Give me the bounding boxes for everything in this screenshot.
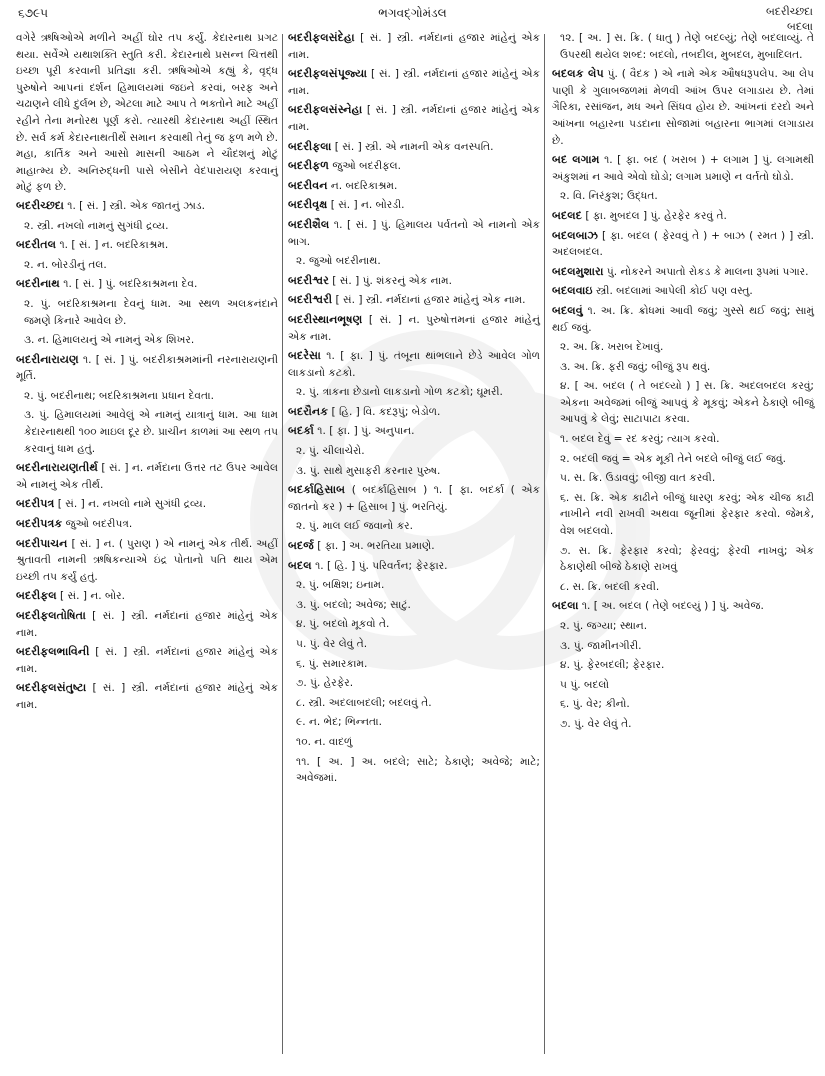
headword: બદરીફલ (16, 589, 57, 603)
definition: પું. ( વૈદક ) એ નામે એક ઔષધરૂપલેપ. આ લેપ પાણી કે ગુલાબજળમાં મેળવી આંખ ઉપર લગાડાય છે. તેમાં ગૈરિકા, રસાંજન, મધ અને સિંધવ હોય છે. આંખનાં દરદો અને આંખના બહારના પડદાના સોજામાં બહારના ભાગમાં લગાડાય છે. (552, 68, 814, 147)
headword: બદરીશ્વર (288, 273, 329, 287)
sense-line: ૧૧. [ અ. ] અ. બદલે; સાટે; ઠેકાણે; અવેજે; માટે; અવેજમાં. (296, 755, 540, 785)
sense-line: ૨. પું. બક્ષિશ; ઇનામ. (296, 579, 385, 592)
headword: બદરીપત્ર (16, 497, 55, 511)
headword: બદરીતલ (16, 238, 57, 252)
dictionary-entry (288, 197, 540, 214)
dictionary-entry (288, 423, 540, 440)
definition: ૧. અ. ક્રિ. ક્રોધમાં આવી જવું; ગુસ્સે થઈ જવું; સામું થઈ જવું. (552, 304, 814, 334)
dictionary-entry (16, 276, 278, 293)
headword: બદરીવન (288, 178, 328, 192)
sense-line: ૨. જુઓ બદરીનાથ. (296, 255, 381, 268)
definition: [ સં. ] સ્ત્રી. નર્મદાનાં હજાર માંહેનું એક નામ. (16, 682, 278, 711)
headword: બદલક લેપ (552, 67, 604, 81)
sense-line: ૪. પું. ફેરબદલી; ફેરફાર. (560, 659, 665, 672)
dictionary-entry (16, 496, 278, 513)
dictionary-entry (288, 404, 540, 421)
dictionary-entry (288, 292, 540, 309)
headword: બદર્જ (288, 539, 314, 553)
sense-line: ૭. પું. હેરફેર. (296, 677, 354, 690)
definition: [ ફા. ] અ. ભરતિયા પ્રમાણે. (317, 540, 435, 553)
headword: બદરીફલભાવિની (16, 645, 90, 659)
dictionary-entry (288, 538, 540, 555)
definition: [ સં. ] સ્ત્રી. નર્મદાનાં હજાર માંહેનું એક નામ. (288, 68, 540, 97)
dictionary-entry (288, 30, 540, 63)
dictionary-entry (288, 312, 540, 345)
definition: [ ફા. બદલ ( ફેરવવું તે ) + બાઝ ( રમત ) ] સ્ત્રી. અદલબદલ. (552, 229, 814, 259)
headword: બદલબાઝ (552, 228, 599, 242)
dictionary-entry (16, 588, 278, 605)
headword: બદરીસ્થાનભૂષણ (288, 312, 363, 326)
page-number: ૬૭૯૫ (18, 6, 49, 20)
dictionary-entry (16, 680, 278, 713)
definition: ( બદર્કાહિસાબ ) ૧. [ ફા. બદર્કા ( એક જાતનો કર ) + હિસાબ ] પું. ભરતિયું. (288, 484, 541, 513)
headword: બદલા (552, 599, 579, 613)
dictionary-entry (552, 228, 814, 261)
sense-line: ૫. પું. વેર લેવું તે. (296, 638, 368, 650)
sense-line: ૮. સ્ત્રી. અદલાબદલી; બદલવું તે. (296, 696, 432, 709)
column-divider (544, 34, 545, 1054)
definition: સ્ત્રી. બદલામાં આપેલી કોઈ પણ વસ્તુ. (595, 285, 753, 298)
sense-line: ૧. બદલ દેવું = રદ કરવું; ત્યાગ કરવો. (560, 433, 720, 446)
headword: બદર્કા (288, 424, 314, 438)
definition: [ સં. ] સ્ત્રી. નર્મદાનાં હજાર માંહેનું એક નામ. (16, 610, 278, 639)
definition: ૧. [ સં. ] સ્ત્રી. એક જાતનું ઝાડ. (67, 199, 205, 212)
definition: [ સં. ] ન. ( પુરાણ ) એ નામનું એક તીર્થ. અહીં શ્રુતાવતી નામની ઋષિકન્યાએ ઇંદ્ર પોતાનો પતિ થાય એમ ઇચ્છી તપ કર્યું હતું. (16, 537, 278, 583)
dictionary-entry (16, 198, 278, 215)
definition: [ સં. ] સ્ત્રી. એ નામની એક વનસ્પતિ. (334, 140, 494, 153)
dictionary-entry (16, 536, 278, 586)
sense-line: ૨. વિ. નિરંકુશ; ઉદ્ધત. (560, 190, 658, 203)
headword: બદરીપત્રક (16, 517, 63, 531)
headword: બદર્કાહિસાબ (288, 483, 346, 497)
sense-line: ૪. પું. બદલો મૂકવો તે. (296, 618, 390, 631)
sense-line: ૨. પું. જગ્યા; સ્થાન. (560, 620, 648, 632)
page-header (0, 0, 825, 32)
column-divider (282, 34, 283, 1054)
dictionary-entry (288, 558, 540, 575)
dictionary-entry (16, 352, 278, 385)
dictionary-entry (288, 66, 540, 99)
headword: બદરૌનક (288, 404, 329, 418)
book-title: ભગવદ્ગોમંડલ (378, 6, 447, 20)
headword: બદલવાઇ (552, 284, 593, 298)
dictionary-entry (288, 482, 540, 515)
definition: ૧. [ ફા. ] પું. તંબૂના થાંભલાને છેડે આવેલ ગોળ લાકડાનો કટકો. (288, 350, 540, 379)
definition: [ સં. ] સ્ત્રી. નર્મદાનાં હજાર માંહેનું એક નામ. (16, 646, 278, 675)
dictionary-entry (288, 178, 540, 195)
dictionary-entry (288, 273, 540, 290)
headword: બદ લગામ (552, 153, 600, 167)
dictionary-entry (16, 644, 278, 677)
headword: બદરીચ્છદા (16, 198, 64, 212)
headword: બદરીફલસંતુષ્ટા (16, 681, 87, 695)
dictionary-entry (552, 598, 814, 615)
guide-word-first: બદરીચ્છદા (765, 5, 813, 18)
headword: બદરીફલસંપૂજ્યા (288, 67, 368, 81)
sense-line: ૨. અ. ક્રિ. ખરાબ દેખાવું. (560, 341, 664, 354)
definition: ૧. [ સં. ] પું. હિમાલય પર્વતનો એ નામનો એક ભાગ. (288, 218, 540, 248)
definition: ૧. [ અ. બદલ ( તેણે બદલ્યું ) ] પું. અવેજ. (581, 600, 764, 613)
definition: [ સં. ] ન. નખલો નામે સુગંધી દ્રવ્ય. (57, 498, 207, 511)
sense-line: ૭. પું. વેર લેવું તે. (560, 717, 632, 730)
dictionary-entry (16, 608, 278, 641)
column-1 (16, 30, 278, 1058)
headword: બદરીનારાયણ (16, 352, 79, 366)
definition: પું. નોકરને અપાતો રોકડ કે માલના રૂપમાં પગાર. (606, 265, 809, 278)
sense-line: ૭. સ. ક્રિ. ફેરફાર કરવો; ફેરવવું; ફેરવી નાખવું; એક ઠેકાણેથી બીજે ઠેકાણે રાખવું (560, 544, 814, 574)
dictionary-entry (288, 348, 540, 381)
headword: બદરેસા (288, 349, 321, 363)
sense-line: ૬. સ. ક્રિ. એક કાઢીને બીજું ધારણ કરવું; એક ચીજ કાઢી નાખીને નવી રાખવી અથવા જૂનીમાં ફેરફાર કરવો. જેમકે, વેશ બદલવો. (560, 491, 814, 538)
definition: જુઓ બદરીપત્ર. (65, 518, 133, 531)
sense-line: ૩. ન. હિમાલયનું એ નામનું એક શિખર. (24, 334, 195, 347)
definition: જુઓ બદરીફલ. (332, 160, 402, 173)
dictionary-entry (552, 264, 814, 281)
headword: બદરીવૃક્ષ (288, 198, 328, 212)
dictionary-entry (552, 152, 814, 185)
dictionary-entry (16, 237, 278, 254)
headword: બદરીફલા (288, 139, 332, 153)
definition: [ સં. ] સ્ત્રી. નર્મદાનાં હજાર માંહેનું એક નામ. (288, 104, 540, 133)
sense-line: ૩. અ. ક્રિ. ફરી જવું; બીજું રૂપ થવું. (560, 360, 711, 373)
sense-line: ૧૦. ન. વાદળું (296, 735, 353, 748)
definition: [ સં. ] સ્ત્રી. નર્મદાનાં હજાર માંહેનું એક નામ. (288, 32, 540, 61)
sense-line: ૨. સ્ત્રી. નખલો નામનું સુગંધી દ્રવ્ય. (24, 219, 169, 232)
sense-line: ૧૨. [ અ. ] સ. ક્રિ. ( ધાતુ ) તેણે બદલ્યું; તેણે બદલાવ્યું. તે ઉપરથી થયેલ શબ્દ: બદલો, તબદીલ, મુબદલ, મુબાદિલત. (560, 32, 814, 61)
headword: બદરીશૈલ (288, 217, 330, 231)
definition: ૧. [ સં. ] પું. બદરીકાશ્રમમાંની નરનારાયણની મૂર્તિ. (16, 353, 278, 383)
column-2 (288, 30, 540, 1058)
definition: [ હિ. ] વિ. કદરૂપું; બેડોળ. (331, 405, 441, 418)
sense-line: ૨. ન. બોરડીનું તલ. (24, 258, 107, 271)
dictionary-entry (552, 283, 814, 300)
headword: બદરીપાચન (16, 536, 68, 550)
sense-line: ૬. પું. સમારકામ. (296, 657, 368, 670)
headword: બદરીફળ (288, 159, 329, 173)
sense-line: ૬. પું. વેર; કીનો. (560, 698, 630, 711)
sense-line: ૮. સ. ક્રિ. બદલી કરવી. (560, 580, 660, 593)
dictionary-entry (552, 208, 814, 225)
dictionary-entry (288, 139, 540, 156)
column-3 (552, 30, 814, 1058)
headword: બદરીફલતોષિતા (16, 609, 86, 622)
dictionary-entry (288, 158, 540, 175)
headword: બદરીફલસંદેહા (288, 31, 355, 44)
definition: ૧. [ ફા. બદ ( ખરાબ ) + લગામ ] પું. લગામથી અંકુશમાં ન આવે એવો ઘોડો; લગામ પ્રમાણે ન વર્તતો ઘોડો. (552, 154, 814, 183)
headword: બદલદ (552, 208, 582, 222)
definition: ૧. [ ફા. ] પું. અનુપાન. (317, 425, 415, 438)
definition: [ સં. ] ન. નર્મદાના ઉત્તર તટ ઉપર આવેલ એ નામનું એક તીર્થ. (16, 462, 278, 491)
sense-line: ૨. પું. ત્રાકના છેડાનો લાકડાનો ગોળ કટકો; ઘૂમરી. (296, 386, 503, 399)
sense-line: ૨. પું. માલ લઈ જવાનો કર. (296, 520, 414, 533)
headword: બદરીશ્વરી (288, 293, 333, 307)
sense-line: ૩. પું. સાથે મુસાફરી કરનાર પુરુષ. (296, 464, 441, 477)
definition: ૧. [ હિ. ] પું. પરિવર્તન; ફેરફાર. (315, 559, 448, 572)
definition: ૧. [ સં. ] પું. બદરિકાશ્રમના દેવ. (63, 278, 198, 291)
dictionary-entry (288, 217, 540, 250)
definition: [ સં. ] સ્ત્રી. નર્મદાનાં હજાર માંહેનું એક નામ. (335, 294, 526, 307)
sense-line: ૫. સ. ક્રિ. ઉડાવવું; બીજી વાત કરવી. (560, 472, 716, 485)
guide-word-last: બદલા (787, 20, 813, 33)
definition: [ સં. ] ન. પુરુષોત્તમનાં હજાર માંહેનું એક નામ. (288, 313, 540, 343)
sense-line: ૪. [ અ. બદલ ( તે બદલ્યો ) ] સ. ક્રિ. અદલબદલ કરવું; એકના અવેજમાં બીજું આપવું કે મૂકવું; એકને ઠેકાણે બીજું આપવું કે લેવું; સાટાપાટા કરવા. (560, 380, 814, 426)
sense-line: ૩. પું. બદલો; અવેજ; સાટું. (296, 598, 411, 611)
sense-line: ૩. પું. હિમાલયમાં આવેલું એ નામનું યાત્રાનું ધામ. આ ધામ કેદારનાથથી ૧૦૦ માઇલ દૂર છે. પ્રાચીન કાળમાં આ સ્થળ તપ કરવાનું ધામ હતું. (24, 409, 278, 455)
headword: બદરીનાથ (16, 277, 60, 291)
dictionary-entry (16, 516, 278, 533)
headword: બદરીફલસંસ્નેહા (288, 103, 363, 117)
sense-line: ૯. ન. ભેદ; ભિન્નતા. (296, 716, 383, 729)
definition: [ સં. ] ન. બોર. (60, 590, 125, 603)
definition: [ સં. ] ન. બોરડી. (330, 199, 405, 212)
definition: [ ફા. મુબદલ ] પું. હેરફેર કરવું તે. (585, 209, 727, 222)
definition: [ સં. ] પું. શંકરનું એક નામ. (332, 274, 452, 287)
sense-line: ૨. બદલી જવું = એક મૂકી તેને બદલે બીજું લઈ જવું. (560, 452, 786, 465)
headword: બદલવું (552, 303, 583, 317)
sense-line: ૨. પું. બદરીનાથ; બદરિકાશ્રમના પ્રધાન દેવતા. (24, 389, 214, 402)
dictionary-entry (552, 66, 814, 149)
definition: ન. બદરિકાશ્રમ. (330, 179, 398, 192)
sense-line: ૫ પું. બદલો (560, 678, 610, 691)
definition: ૧. [ સં. ] ન. બદરિકાશ્રમ. (59, 239, 169, 252)
headword: બદરીનારાયણતીર્થ (16, 461, 98, 475)
sense-line: ૩. પું. જામીનગીરી. (560, 639, 642, 652)
dictionary-entry (16, 460, 278, 493)
continued-paragraph: વગેરે ઋષિઓએ મળીને અહીં ઘોર તપ કર્યું. કેદારનાથ પ્રગટ થયા. સર્વેએ યથાશક્તિ સ્તુતિ કરી. કેદારનાથે પ્રસન્ન ચિત્તથી ઇચ્છા પૂરી કરવાની પ્રતિજ્ઞા કરી. ઋષિઓએ કહ્યું કે, વૃદ્ધ પુરુષોને આપનાં દર્શન હિમાલયમાં જઇને કરવાં, બરફ અને ચઢાણને લીધે દુર્લભ છે, એટલા માટે આપ તે ભક્તોને માટે અહીં રહીને તેના મનોરથ પૂર્ણ કરો. ત્યારથી કેદારનાથ અહીં સ્થિત છે. સર્વ કર્મ કેદારનાથતીર્થે સમાન કરવાથી તેનું જ ફળ મળે છે. મહા, કાર્તિક અને આસો માસની આઠમ ને ચૌદશનું મોટું માહાત્મ્ય છે. અનિરુદ્ધની પાસે બેસીને વેદપારાયણ કરવાનું મોટું ફળ છે. (16, 32, 278, 194)
sense-line: ૨. પું. ચીલાચેરો. (296, 445, 365, 458)
headword: બદલ (288, 558, 312, 572)
dictionary-entry (552, 303, 814, 336)
sense-line: ૨. પું. બદરિકાશ્રમના દેવનું ધામ. આ સ્થળ અલકનંદાને જમણે કિનારે આવેલ છે. (24, 297, 278, 327)
dictionary-entry (288, 102, 540, 135)
headword: બદલમુશારા (552, 264, 604, 278)
